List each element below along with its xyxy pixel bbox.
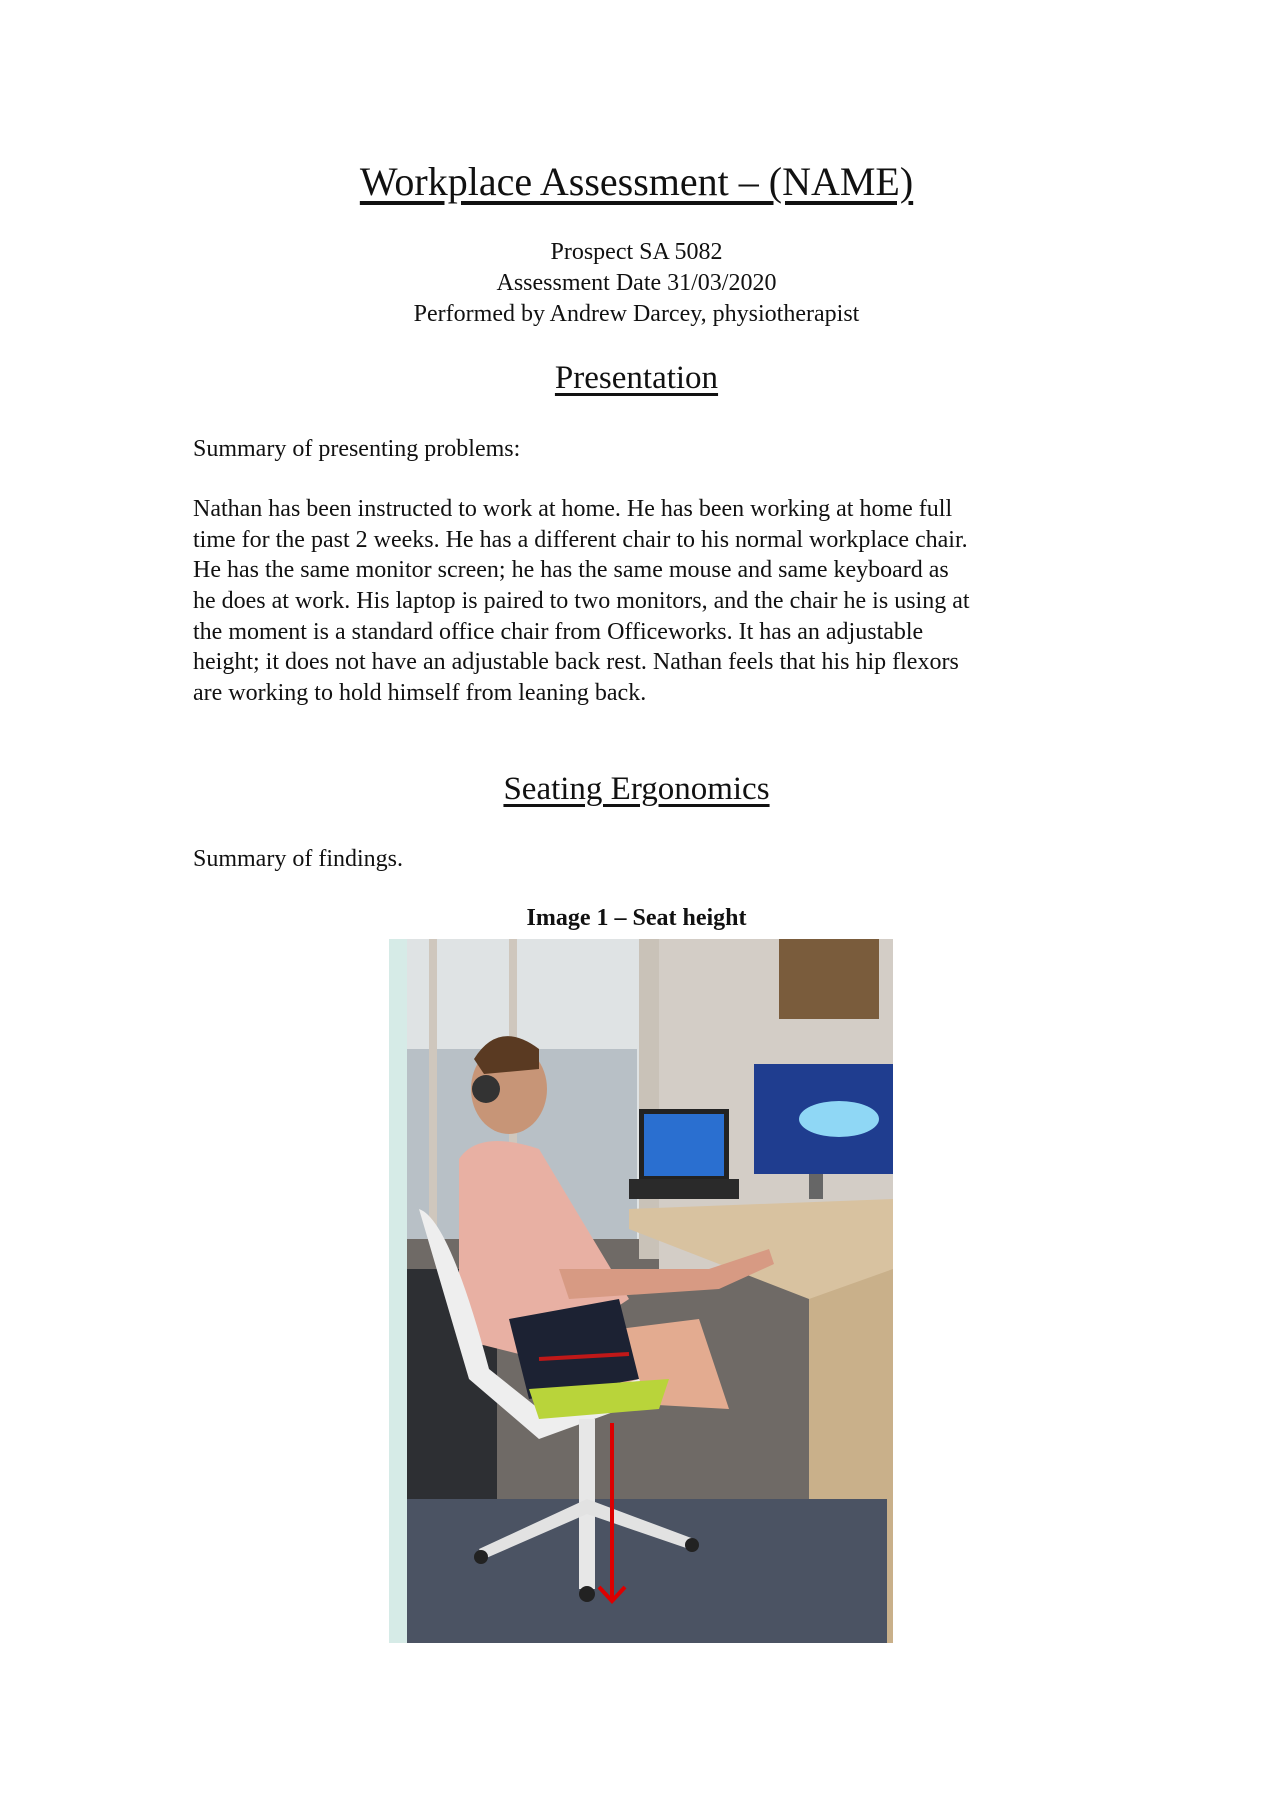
body-line: are working to hold himself from leaning back. (193, 680, 647, 707)
presentation-body (193, 494, 970, 709)
document-title: Workplace Assessment – (NAME) (359, 159, 914, 204)
seat-height-photo (389, 939, 893, 1643)
header-info (0, 237, 1273, 330)
heading-presentation: Presentation (554, 360, 719, 396)
presentation-intro: Summary of presenting problems: (193, 436, 521, 462)
body-line: time for the past 2 weeks. He has a different chair to his normal workplace chair. (193, 526, 968, 553)
body-line: He has the same monitor screen; he has the same mouse and same keyboard as (193, 557, 949, 584)
body-line: height; it does not have an adjustable back rest. Nathan feels that his hip flexors (193, 649, 959, 676)
location: Prospect SA 5082 (550, 239, 723, 265)
figure-caption: Image 1 – Seat height (526, 905, 747, 931)
performed-by: Performed by Andrew Darcey, physiotherapist (413, 301, 860, 327)
body-line: Nathan has been instructed to work at home. He has been working at home full (193, 496, 953, 522)
body-line: he does at work. His laptop is paired to two monitors, and the chair he is using at (193, 588, 970, 615)
body-line: the moment is a standard office chair from Officeworks. It has an adjustable (193, 618, 924, 645)
seating-intro: Summary of findings. (193, 846, 403, 872)
heading-seating-ergonomics: Seating Ergonomics (503, 771, 770, 807)
assessment-date: Assessment Date 31/03/2020 (496, 270, 777, 296)
